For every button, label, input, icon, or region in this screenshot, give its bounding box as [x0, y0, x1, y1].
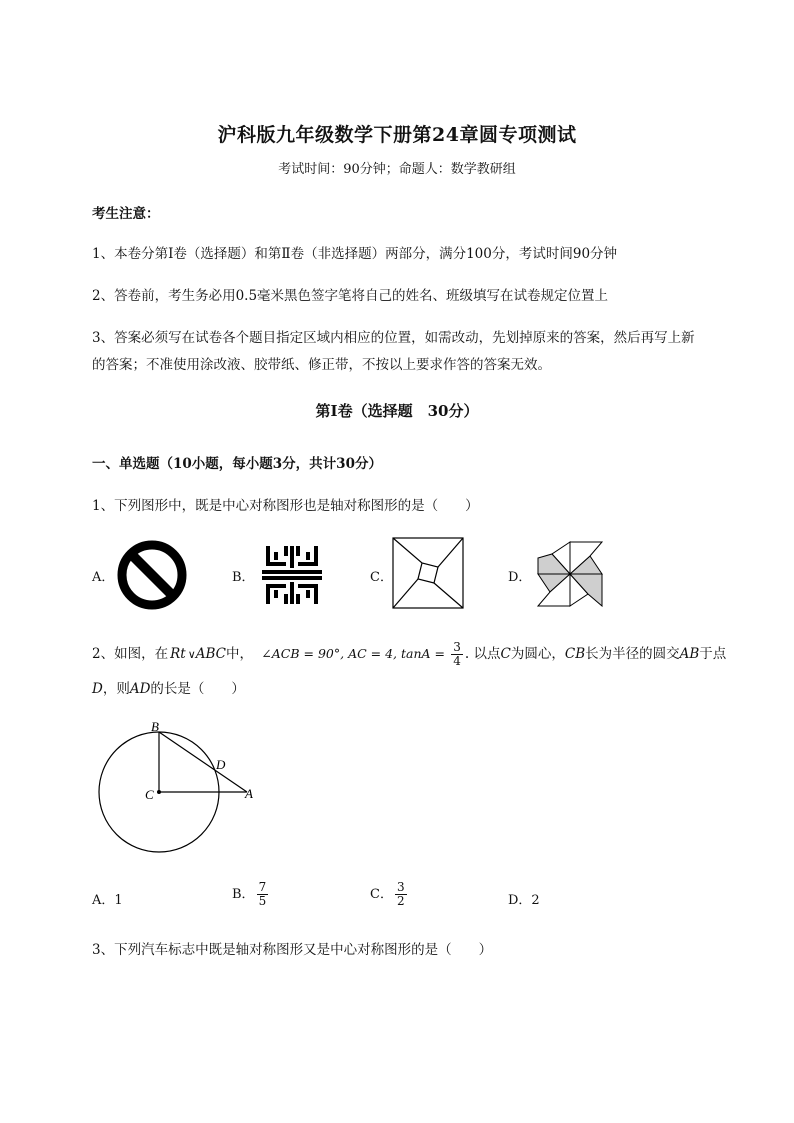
exam-subtitle: 考试时间：90分钟；命题人：数学教研组 [278, 162, 516, 177]
notice-item-1: 1、本卷分第I卷（选择题）和第Ⅱ卷（非选择题）两部分，满分100分，考试时间90分钟 [92, 246, 618, 262]
q2-triangle: ABC [195, 646, 226, 662]
q2-option-a: A．1 [92, 893, 123, 908]
q1-option-a-label: A． [92, 570, 115, 585]
notice-heading: 考生注意： [92, 206, 160, 222]
q1-option-d-label: D． [508, 570, 532, 585]
q1-option-c-label: C． [370, 570, 393, 585]
q2-option-c-fraction: $\frac{3}{2}$ [396, 880, 405, 908]
q2-stem-line1: 2、如图，在 Rt ∨ABC中， ∠ACB = 90°, AC = 4, tanA = $\frac{3}{4}$ . 以点C为圆心，CB长为半径的圆交AB于点 [92, 640, 727, 668]
pinwheel-icon [536, 541, 604, 607]
q1-option-b-label: B． [232, 570, 255, 585]
q2-option-b: B． $\frac{7}{5}$ [232, 880, 267, 908]
part1-title: 第I卷（选择题 30分） [315, 402, 479, 420]
q2-option-c: C． $\frac{3}{2}$ [370, 880, 405, 908]
q2-tan-fraction: $\frac{3}{4}$ [453, 640, 461, 668]
q2-option-b-fraction: $\frac{7}{5}$ [258, 880, 267, 908]
exam-title: 沪科版九年级数学下册第24章圆专项测试 [217, 124, 577, 146]
q2-rt: Rt [170, 646, 186, 662]
maze-pattern-icon [260, 542, 324, 608]
section-heading: 一、单选题（10小题，每小题3分，共计30分） [92, 456, 382, 472]
notice-item-3: 3、答案必须写在试卷各个题目指定区域内相应的位置，如需改动，先划掉原来的答案，然后再写上新 [92, 330, 695, 346]
label-a: A [245, 786, 253, 801]
q1-stem: 1、下列图形中，既是中心对称图形也是轴对称图形的是（ ） [92, 498, 479, 514]
notice-item-2: 2、答卷前，考生务必用0.5毫米黑色签字笔将自己的姓名、班级填写在试卷规定位置上 [92, 288, 609, 304]
no-entry-sign-icon [116, 539, 188, 611]
square-pinwheel-icon [392, 537, 464, 609]
q3-stem: 3、下列汽车标志中既是轴对称图形又是中心对称图形的是（ ） [92, 942, 493, 958]
label-c: C [145, 787, 154, 802]
q2-stem-line2: D，则AD的长是（ ） [92, 681, 245, 697]
notice-item-3-cont: 的答案；不准使用涂改液、胶带纸、修正带，不按以上要求作答的答案无效。 [92, 357, 551, 373]
label-d: D [216, 757, 226, 772]
point-c-dot [157, 790, 161, 794]
label-b: B [151, 719, 159, 734]
q2-condition: ∠ACB = 90°, AC = 4, tanA = [261, 646, 445, 661]
segment-ba [159, 732, 247, 792]
q2-option-d: D．2 [508, 893, 540, 908]
q2-circle-triangle-diagram [90, 714, 270, 864]
